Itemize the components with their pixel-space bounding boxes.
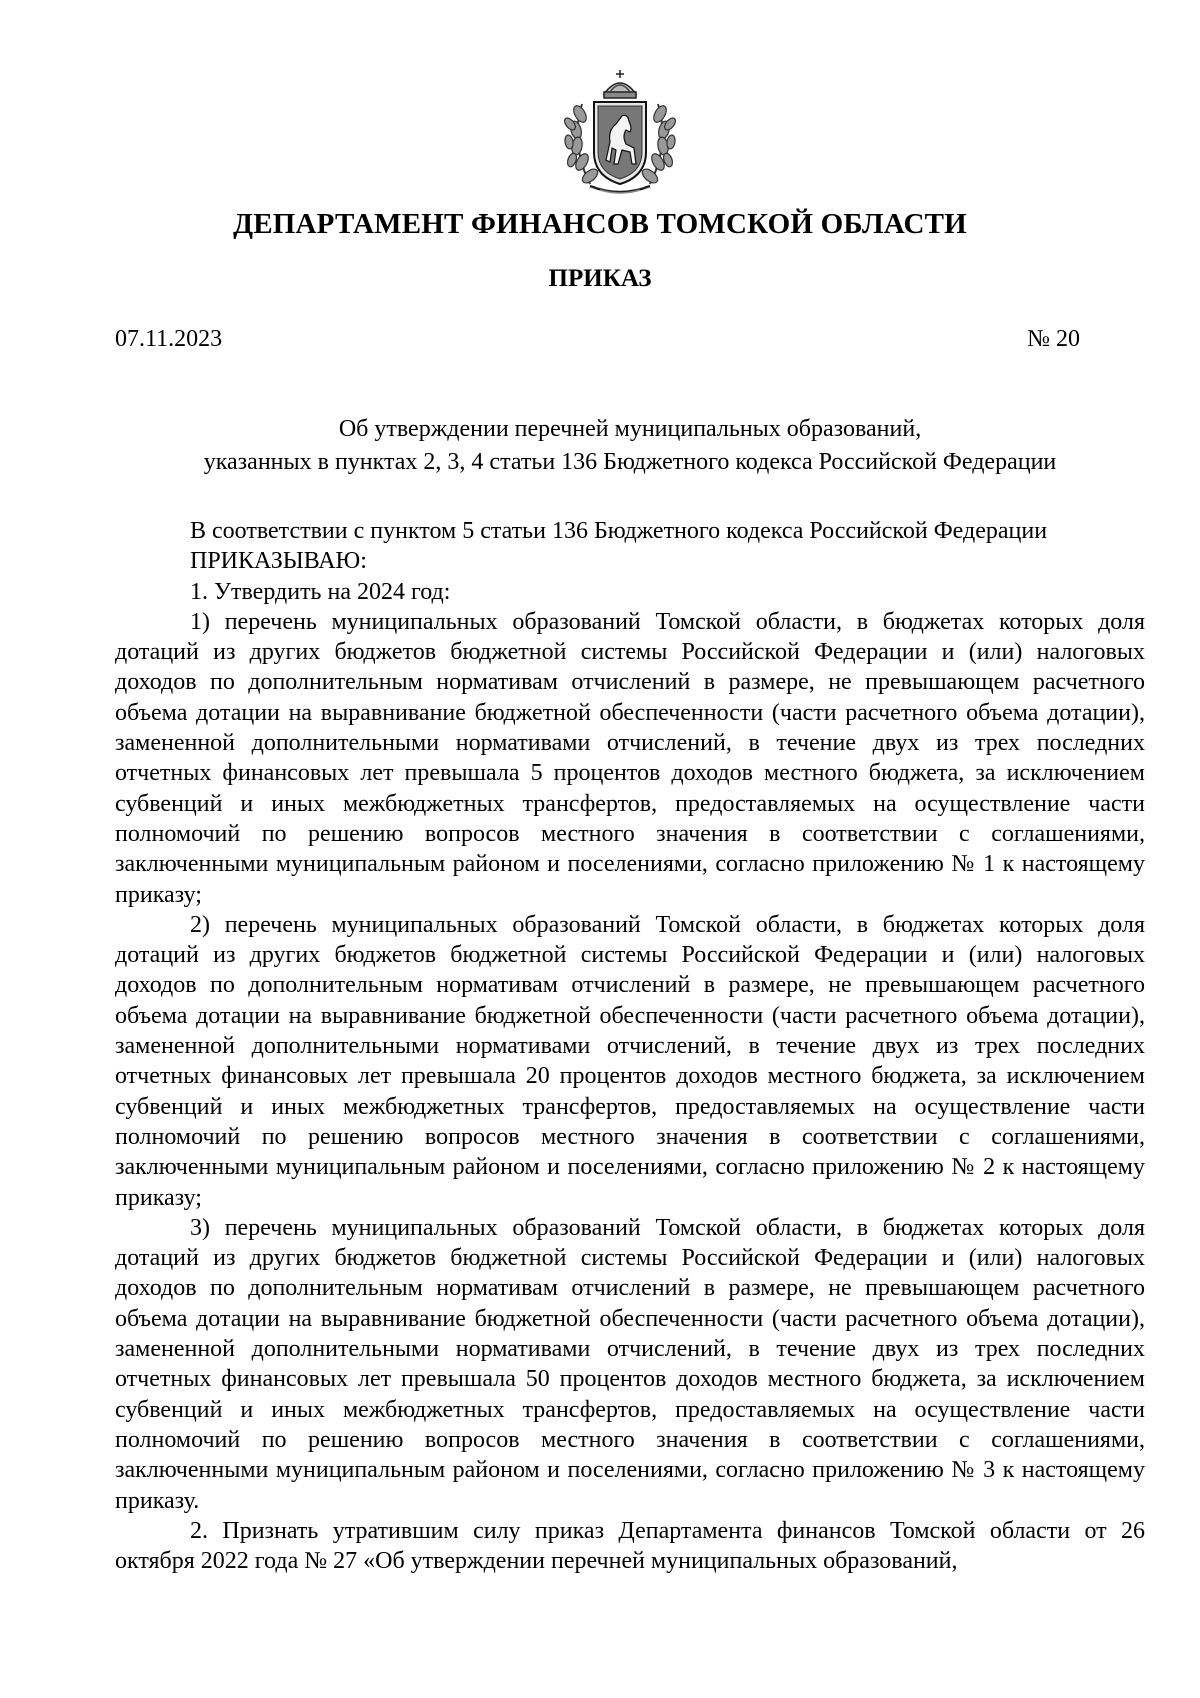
document-subject [115, 413, 1145, 479]
subitem-2: 2) перечень муниципальных образований Томской области, в бюджетах которых доля дотаций из других бюджетов бюджетной системы Российской Федерации и (или) налоговых доходов по дополнительным нормативам отчислений в размере, не превышающем расчетного объема дотации на выравнивание бюджетной обеспеченности (части расчетного объема дотации), замененной дополнительными нормативами отчислений, в течение двух из трех последних отчетных финансовых лет превышала 20 процентов доходов местного бюджета, за исключением субвенций и иных межбюджетных трансфертов, предоставляемых на осуществление части полномочий по решению вопросов местного значения в соответствии с соглашениями, заключенными муниципальным районом и поселениями, согласно приложению № 2 к настоящему приказу; [115, 911, 1145, 1211]
document-body [115, 516, 1145, 1576]
tomsk-oblast-coat-of-arms-icon [560, 64, 680, 200]
subject-line-1: Об утверждении перечней муниципальных образований, [338, 416, 922, 442]
document-date: 07.11.2023 [115, 326, 223, 352]
order-word: ПРИКАЗЫВАЮ: [190, 548, 367, 575]
document-number: № 20 [1027, 326, 1080, 352]
department-title: ДЕПАРТАМЕНТ ФИНАНСОВ ТОМСКОЙ ОБЛАСТИ [233, 208, 967, 240]
subject-line-2: указанных в пунктах 2, 3, 4 статьи 136 Бюджетного кодекса Российской Федерации [203, 449, 1057, 475]
item-1: 1. Утвердить на 2024 год: [190, 578, 451, 605]
intro-paragraph: В соответствии с пунктом 5 статьи 136 Бюджетного кодекса Российской Федерации [190, 518, 1048, 544]
subitem-3: 3) перечень муниципальных образований Томской области, в бюджетах которых доля дотаций из других бюджетов бюджетной системы Российской Федерации и (или) налоговых доходов по дополнительным нормативам отчислений в размере, не превышающем расчетного объема дотации на выравнивание бюджетной обеспеченности (части расчетного объема дотации), замененной дополнительными нормативами отчислений, в течение двух из трех последних отчетных финансовых лет превышала 50 процентов доходов местного бюджета, за исключением субвенций и иных межбюджетных трансфертов, предоставляемых на осуществление части полномочий по решению вопросов местного значения в соответствии с соглашениями, заключенными муниципальным районом и поселениями, согласно приложению № 3 к настоящему приказу. [115, 1214, 1145, 1514]
document-type: ПРИКАЗ [548, 265, 652, 292]
item-2: 2. Признать утратившим силу приказ Департамента финансов Томской области от 26 октября 2022 года № 27 «Об утверждении перечней муниципальных образований, [115, 1517, 1145, 1575]
subitem-1: 1) перечень муниципальных образований Томской области, в бюджетах которых доля дотаций из других бюджетов бюджетной системы Российской Федерации и (или) налоговых доходов по дополнительным нормативам отчислений в размере, не превышающем расчетного объема дотации на выравнивание бюджетной обеспеченности (части расчетного объема дотации), замененной дополнительными нормативами отчислений, в течение двух из трех последних отчетных финансовых лет превышала 5 процентов доходов местного бюджета, за исключением субвенций и иных межбюджетных трансфертов, предоставляемых на осуществление части полномочий по решению вопросов местного значения в соответствии с соглашениями, заключенными муниципальным районом и поселениями, согласно приложению № 1 к настоящему приказу; [115, 608, 1145, 908]
